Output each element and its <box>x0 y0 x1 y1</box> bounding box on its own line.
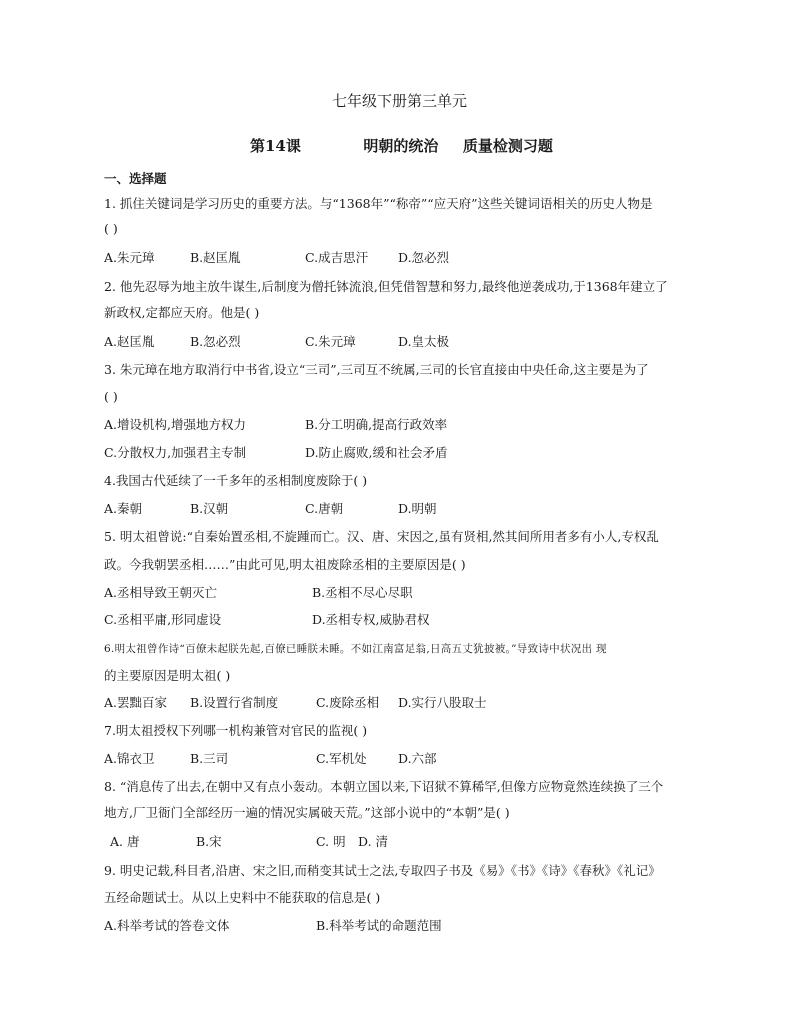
q6-option-a: A.罢黜百家 <box>104 695 168 710</box>
unit-title: 七年级下册第三单元 <box>332 92 468 110</box>
q6-option-b: B.设置行省制度 <box>190 695 279 710</box>
question-3-line-2: ( ) <box>104 389 118 404</box>
q2-option-b: B.忽必烈 <box>190 334 241 349</box>
q1-option-a: A.朱元璋 <box>104 250 155 265</box>
q4-option-a: A.秦朝 <box>104 501 143 516</box>
section-title: 一、选择题 <box>104 171 167 186</box>
q7-option-c: C.军机处 <box>316 751 367 766</box>
question-5-line-1: 5. 明太祖曾说:“自秦始置丞相,不旋踵而亡。汉、唐、宋因之,虽有贤相,然其间所用者多有小人,专权乱 <box>104 529 659 544</box>
q1-option-b: B.赵匡胤 <box>190 250 241 265</box>
q3-option-c: C.分散权力,加强君主专制 <box>104 445 247 460</box>
question-9-line-1: 9. 明史记载,科目者,沿唐、宋之旧,而稍变其试士之法,专取四子书及《易》《书》《诗》《春秋》《礼记》 <box>104 863 661 878</box>
q1-option-c: C.成吉思汗 <box>305 250 369 265</box>
q9-option-a: A.科举考试的答卷文体 <box>104 918 230 933</box>
question-6-line-1: 6.明太祖曾作诗“百僚未起朕先起,百僚已睡朕未睡。不如江南富足翁,日高五丈犹披被。”导致诗中状况出 现 <box>104 643 607 655</box>
q5-option-b: B.丞相不尽心尽职 <box>312 585 413 600</box>
q2-option-d: D.皇太极 <box>398 334 450 349</box>
q5-option-d: D.丞相专权,威胁君权 <box>312 612 430 627</box>
q4-option-c: C.唐朝 <box>305 501 344 516</box>
q5-option-c: C.丞相平庸,形同虚设 <box>104 612 222 627</box>
question-2-line-1: 2. 他先忍辱为地主放牛谋生,后制度为僧托钵流浪,但凭借智慧和努力,最终他逆袭成功,于1368年建立了 <box>104 279 668 294</box>
question-8-line-2: 地方,厂卫衙门全部经历一遍的情况实属破天荒。”这部小说中的“本朝”是( ) <box>104 805 510 820</box>
q1-option-d: D.忽必烈 <box>398 250 450 265</box>
q7-option-a: A.锦衣卫 <box>104 751 155 766</box>
lesson-number: 第14课 <box>250 137 301 155</box>
q4-option-b: B.汉朝 <box>190 501 229 516</box>
question-6-line-2: 的主要原因是明太祖( ) <box>104 668 231 683</box>
q8-option-b: B.宋 <box>196 834 222 849</box>
q7-option-b: B.三司 <box>190 751 229 766</box>
q8-option-a: A. 唐 <box>110 834 140 849</box>
q3-option-a: A.增设机构,增强地方权力 <box>104 417 246 432</box>
q3-option-d: D.防止腐败,缓和社会矛盾 <box>305 445 448 460</box>
q7-option-d: D.六部 <box>398 751 437 766</box>
question-8-line-1: 8. “消息传了出去,在朝中又有点小轰动。本朝立国以来,下诏狱不算稀罕,但像方应物竟然连续换了三个 <box>104 779 664 794</box>
q9-option-b: B.科举考试的命题范围 <box>316 918 442 933</box>
q6-option-c: C.废除丞相 <box>316 695 380 710</box>
question-5-line-2: 政。今我朝罢丞相……”由此可见,明太祖废除丞相的主要原因是( ) <box>104 557 466 572</box>
q8-option-d: D. 清 <box>358 834 389 849</box>
question-2-line-2: 新政权,定都应天府。他是( ) <box>104 305 260 320</box>
q6-option-d: D.实行八股取士 <box>398 695 487 710</box>
q4-option-d: D.明朝 <box>398 501 437 516</box>
q8-option-c: C. 明 <box>316 834 346 849</box>
question-9-line-2: 五经命题试士。从以上史料中不能获取的信息是( ) <box>104 890 381 905</box>
question-4-line-1: 4.我国古代延续了一千多年的丞相制度废除于( ) <box>104 473 368 488</box>
lesson-heading <box>250 137 553 155</box>
lesson-subtitle: 质量检测习题 <box>462 137 553 155</box>
question-1-line-2: ( ) <box>104 221 118 236</box>
question-7-line-1: 7.明太祖授权下列哪一机构兼管对官民的监视( ) <box>104 723 368 738</box>
question-3-line-1: 3. 朱元璋在地方取消行中书省,设立“三司”,三司互不统属,三司的长官直接由中央任命,这主要是为了 <box>104 362 649 377</box>
q2-option-c: C.朱元璋 <box>305 334 356 349</box>
q3-option-b: B.分工明确,提高行政效率 <box>305 417 448 432</box>
lesson-title: 明朝的统治 <box>363 137 439 155</box>
question-1-line-1: 1. 抓住关键词是学习历史的重要方法。与“1368年”“称帝”“应天府”这些关键词语相关的历史人物是 <box>104 196 653 211</box>
q5-option-a: A.丞相导致王朝灭亡 <box>104 585 218 600</box>
q2-option-a: A.赵匡胤 <box>104 334 155 349</box>
